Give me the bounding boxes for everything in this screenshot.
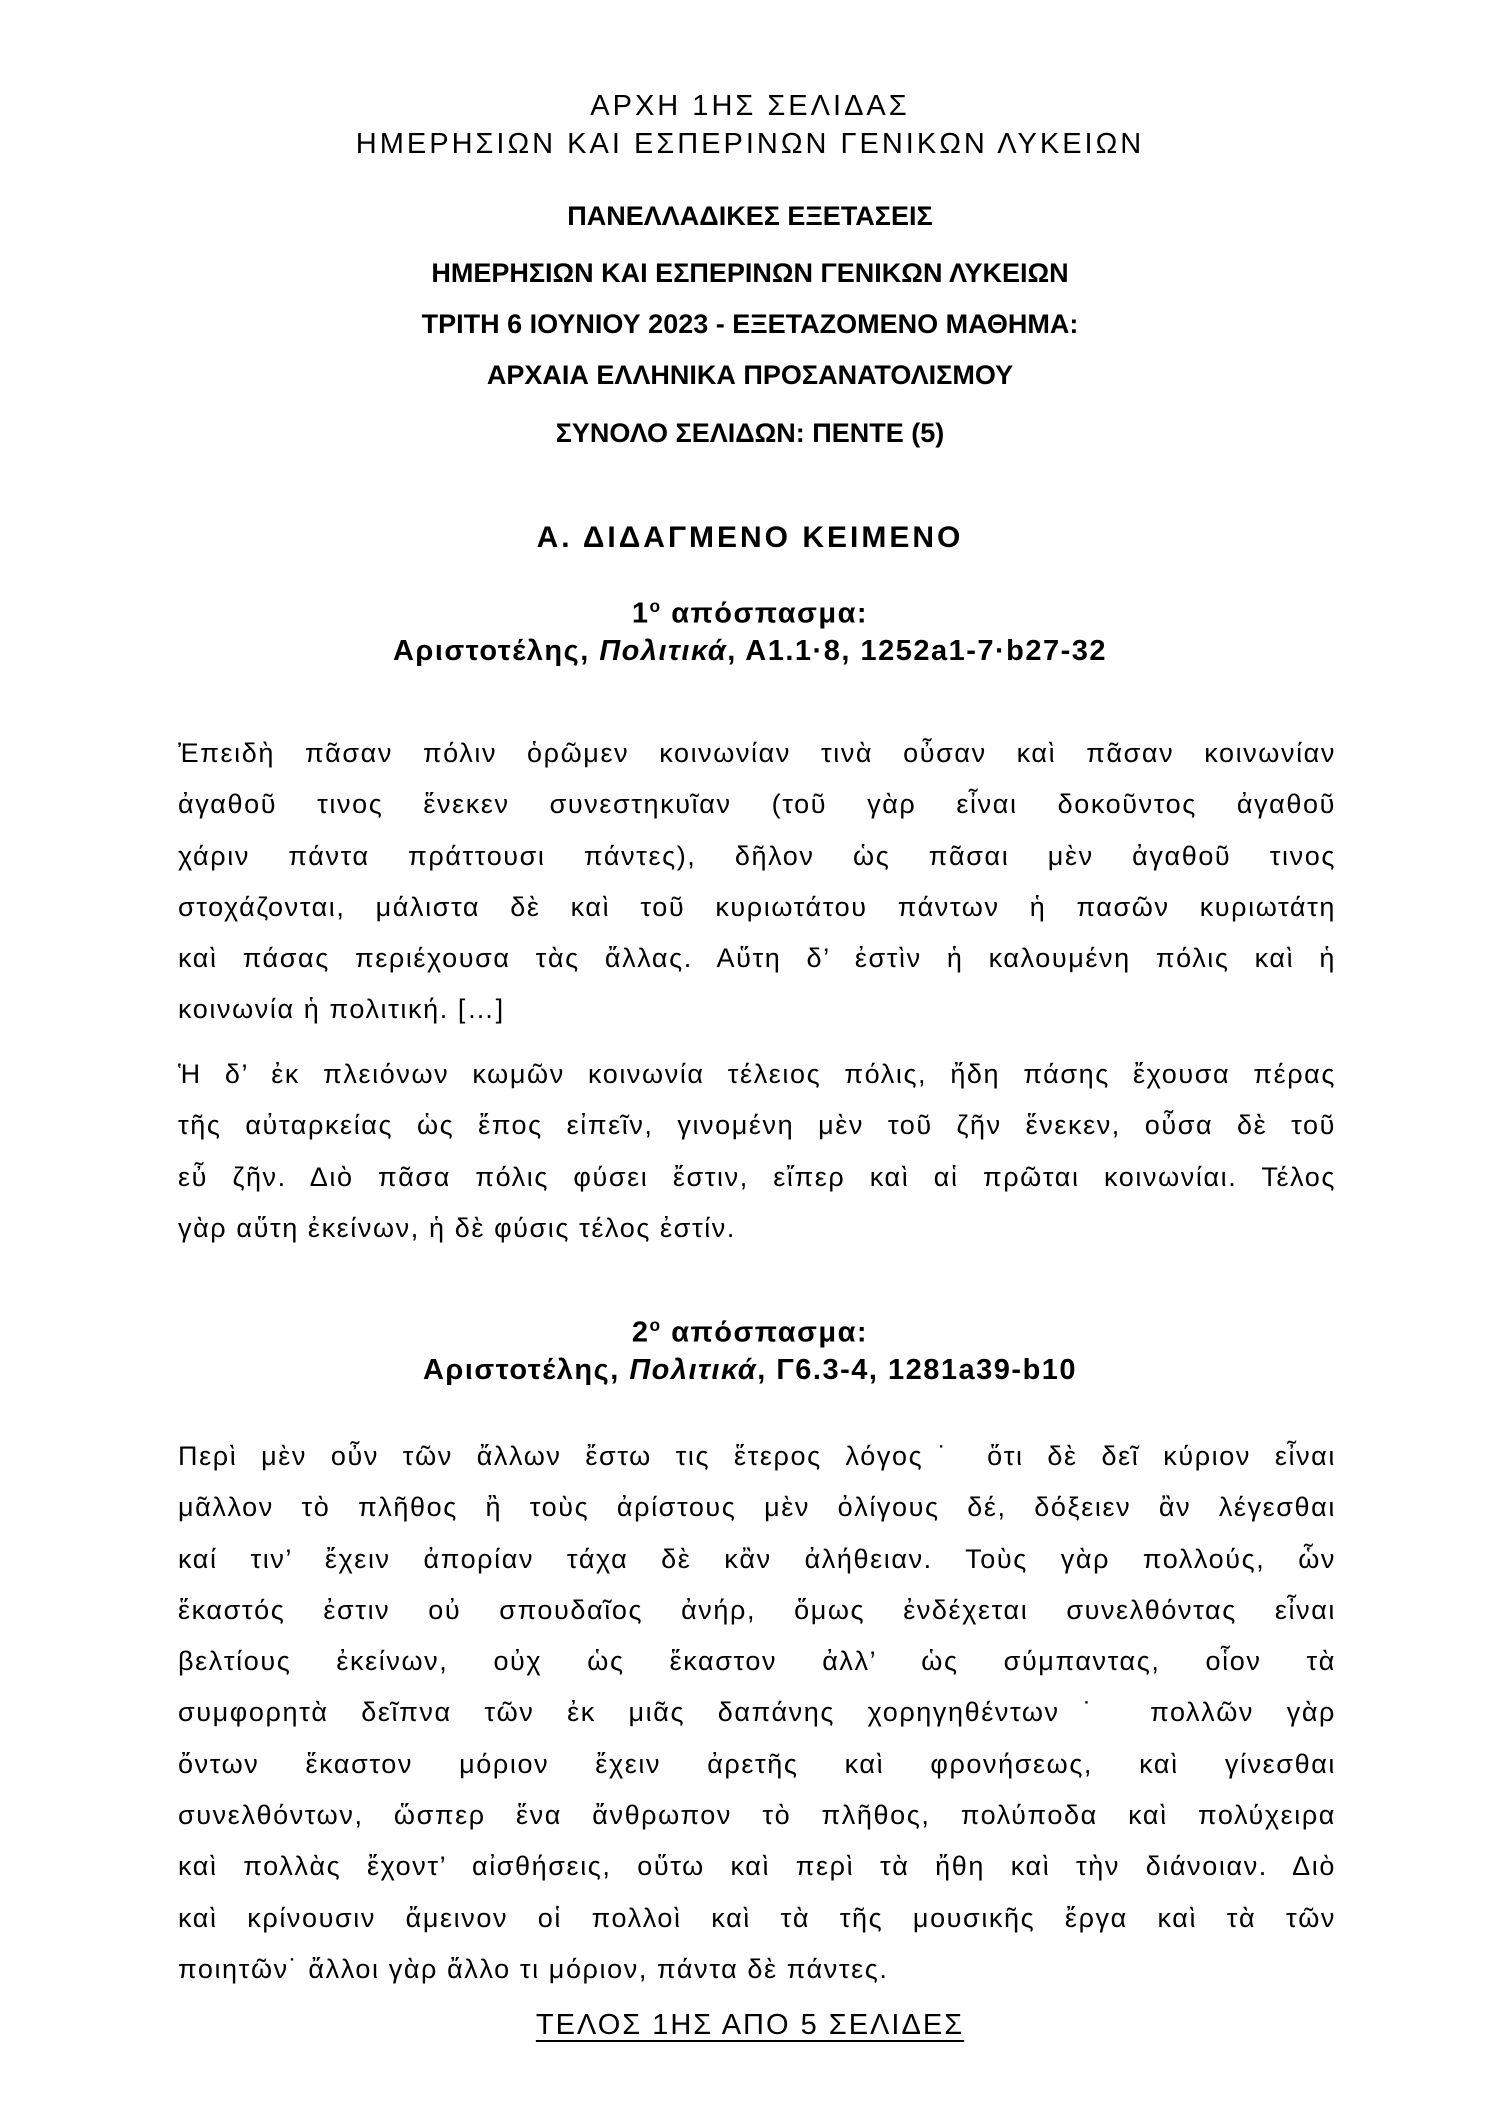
fragment-1-paragraph-1 xyxy=(178,728,1336,1036)
schools-header: ΗΜΕΡΗΣΙΩΝ ΚΑΙ ΕΣΠΕΡΙΝΩΝ ΓΕΝΙΚΩΝ ΛΥΚΕΙΩΝ xyxy=(355,128,1145,160)
text-line: ἀγαθοῦ τινος ἕνεκεν συνεστηκυῖαν (τοῦ γὰρ εἶναι δοκοῦντος ἀγαθοῦ xyxy=(178,789,1336,820)
text-line: συνελθόντων, ὥσπερ ἕνα ἄνθρωπον τὸ πλῆθος, πολύποδα καὶ πολύχειρα xyxy=(178,1800,1336,1831)
fragment-2-heading xyxy=(0,1315,1500,1350)
text-line: γὰρ αὕτη ἐκείνων, ἡ δὲ φύσις τέλος ἐστίν. xyxy=(178,1212,737,1243)
exam-date-subject: ΤΡΙΤΗ 6 ΙΟΥΝΙΟΥ 2023 - ΕΞΕΤΑΖΟΜΕΝΟ ΜΑΘΗΜΑ: xyxy=(421,309,1079,339)
fragment-2-paragraph-1 xyxy=(178,1431,1336,1995)
ordinal-suffix: ο xyxy=(649,1315,662,1335)
text-line: καὶ πολλὰς ἔχοντ’ αἰσθήσεις, οὕτω καὶ περὶ τὰ ἤθη καὶ τὴν διάνοιαν. Διὸ xyxy=(178,1851,1336,1882)
text-line: ἕκαστός ἐστιν οὐ σπουδαῖος ἀνήρ, ὅμως ἐνδέχεται συνελθόντας εἶναι xyxy=(178,1594,1336,1625)
fragment-number: 2 xyxy=(631,1316,650,1349)
exam-total-pages: ΣΥΝΟΛΟ ΣΕΛΙΔΩΝ: ΠΕΝΤΕ (5) xyxy=(555,418,945,448)
author: Αριστοτέλης, xyxy=(422,1354,630,1386)
fragment-1-heading xyxy=(0,596,1500,631)
exam-title: ΠΑΝΕΛΛΑΔΙΚΕΣ ΕΞΕΤΑΣΕΙΣ xyxy=(567,201,933,231)
text-line: βελτίους ἐκείνων, οὐχ ὡς ἕκαστον ἀλλ’ ὡς σύμπαντας, οἷον τὰ xyxy=(178,1646,1336,1677)
text-line: Ἐπειδὴ πᾶσαν πόλιν ὁρῶμεν κοινωνίαν τινὰ οὖσαν καὶ πᾶσαν κοινωνίαν xyxy=(178,738,1336,768)
fragment-label: απόσπασμα: xyxy=(661,1316,869,1349)
author: Αριστοτέλης, xyxy=(392,635,600,667)
page-end-footer: ΤΕΛΟΣ 1ΗΣ ΑΠΟ 5 ΣΕΛΙΔΕΣ xyxy=(535,2009,965,2041)
work-title: Πολιτικά xyxy=(599,635,728,667)
exam-subject: ΑΡΧΑΙΑ ΕΛΛΗΝΙΚΑ ΠΡΟΣΑΝΑΤΟΛΙΣΜΟΥ xyxy=(486,360,1014,390)
reference: , Γ6.3-4, 1281a39-b10 xyxy=(757,1354,1078,1386)
fragment-1-paragraph-2 xyxy=(178,1049,1336,1254)
fragment-label: απόσπασμα: xyxy=(661,597,869,630)
page-start-header: ΑΡΧΗ 1ΗΣ ΣΕΛΙΔΑΣ xyxy=(590,90,910,122)
text-line: Ἡ δ’ ἐκ πλειόνων κωμῶν κοινωνία τέλειος πόλις, ἤδη πάσης ἔχουσα πέρας xyxy=(178,1059,1336,1089)
text-line: ὄντων ἕκαστον μόριον ἔχειν ἀρετῆς καὶ φρονήσεως, καὶ γίνεσθαι xyxy=(178,1748,1336,1779)
fragment-1-source xyxy=(0,635,1500,668)
fragment-number: 1 xyxy=(631,597,650,630)
text-line: συμφορητὰ δεῖπνα τῶν ἐκ μιᾶς δαπάνης χορηγηθέντων˙ πολλῶν γὰρ xyxy=(178,1697,1336,1728)
text-line: κοινωνία ἡ πολιτική. […] xyxy=(178,994,505,1025)
text-line: ποιητῶν˙ ἄλλοι γὰρ ἄλλο τι μόριον, πάντα δὲ πάντες. xyxy=(178,1953,889,1984)
text-line: εὖ ζῆν. Διὸ πᾶσα πόλις φύσει ἔστιν, εἴπερ καὶ αἱ πρῶται κοινωνίαι. Τέλος xyxy=(178,1161,1336,1192)
text-line: στοχάζονται, μάλιστα δὲ καὶ τοῦ κυριωτάτου πάντων ἡ πασῶν κυριωτάτη xyxy=(178,891,1336,922)
fragment-2-source xyxy=(0,1354,1500,1387)
text-line: χάριν πάντα πράττουσι πάντες), δῆλον ὡς πᾶσαι μὲν ἀγαθοῦ τινος xyxy=(178,840,1336,871)
text-line: καί τιν’ ἔχειν ἀπορίαν τάχα δὲ κἂν ἀλήθειαν. Τοὺς γὰρ πολλούς, ὧν xyxy=(178,1543,1336,1574)
text-line: καὶ κρίνουσιν ἄμεινον οἱ πολλοὶ καὶ τὰ τῆς μουσικῆς ἔργα καὶ τὰ τῶν xyxy=(178,1902,1336,1933)
text-line: Περὶ μὲν οὖν τῶν ἄλλων ἔστω τις ἕτερος λόγος˙ ὅτι δὲ δεῖ κύριον εἶναι xyxy=(178,1441,1336,1471)
reference: , Α1.1·8, 1252a1-7·b27-32 xyxy=(727,635,1108,667)
text-line: τῆς αὐταρκείας ὡς ἔπος εἰπεῖν, γινομένη μὲν τοῦ ζῆν ἕνεκεν, οὖσα δὲ τοῦ xyxy=(178,1110,1336,1141)
section-title: Α. ΔΙΔΑΓΜΕΝΟ ΚΕΙΜΕΝΟ xyxy=(536,521,964,554)
work-title: Πολιτικά xyxy=(629,1354,758,1386)
text-line: μᾶλλον τὸ πλῆθος ἢ τοὺς ἀρίστους μὲν ὀλίγους δέ, δόξειεν ἂν λέγεσθαι xyxy=(178,1492,1336,1523)
ordinal-suffix: ο xyxy=(649,596,662,616)
exam-schools: ΗΜΕΡΗΣΙΩΝ ΚΑΙ ΕΣΠΕΡΙΝΩΝ ΓΕΝΙΚΩΝ ΛΥΚΕΙΩΝ xyxy=(431,258,1069,288)
text-line: καὶ πάσας περιέχουσα τὰς ἄλλας. Αὕτη δ’ ἐστὶν ἡ καλουμένη πόλις καὶ ἡ xyxy=(178,943,1336,974)
